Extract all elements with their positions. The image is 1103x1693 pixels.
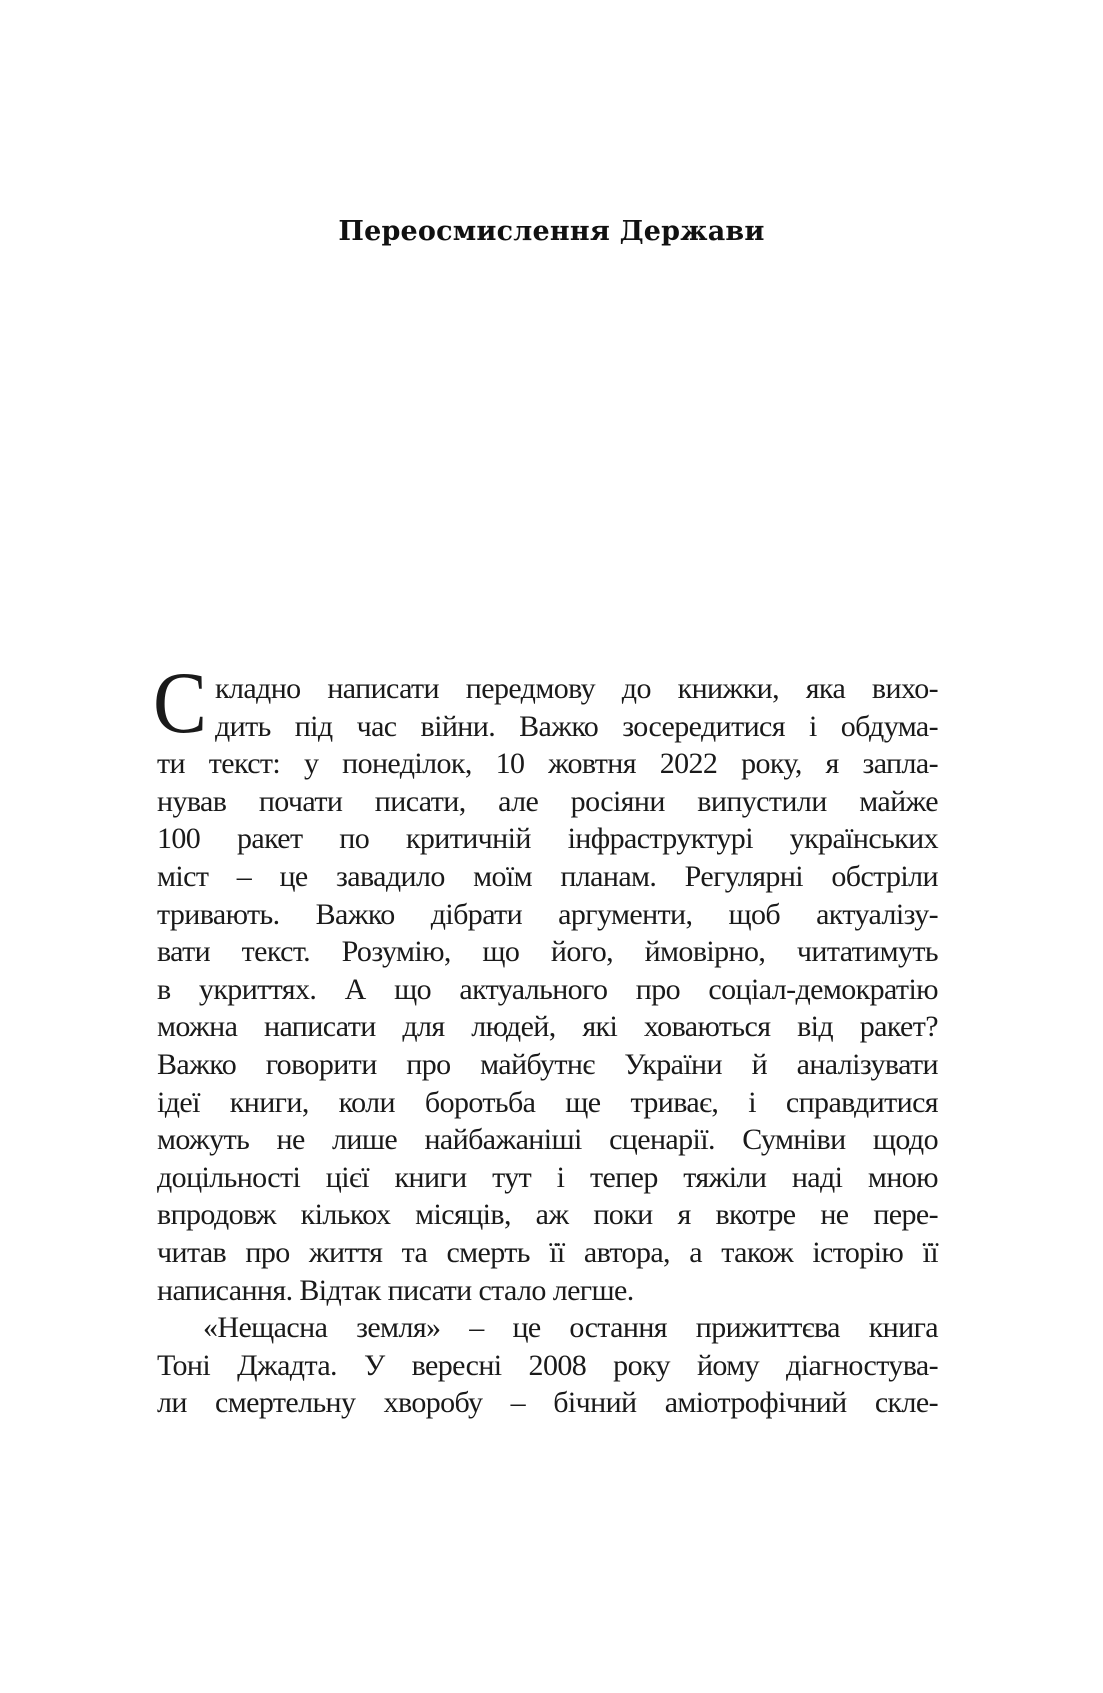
- text-line: вати текст. Розумію, що його, ймовірно, читатимуть: [157, 935, 938, 969]
- text-line: написання. Відтак писати стало легше.: [157, 1273, 634, 1307]
- drop-cap: С: [153, 655, 208, 752]
- text-line: можна написати для людей, які ховаються від ракет?: [157, 1010, 938, 1044]
- text-line: в укриттях. А що актуального про соціал-демократію: [157, 972, 938, 1006]
- text-line: міст – це завадило моїм планам. Регулярні обстріли: [157, 859, 938, 893]
- text-line: Важко говорити про майбутнє України й аналізувати: [157, 1047, 938, 1081]
- text-line: можуть не лише найбажаніші сценарії. Сумніви щодо: [157, 1123, 938, 1157]
- text-line: «Нещасна земля» – це остання прижиттєва книга: [203, 1311, 938, 1345]
- text-line: дить під час війни. Важко зосередитися і обдума-: [215, 709, 938, 743]
- text-line: ли смертельну хворобу – бічний аміотрофічний скле-: [157, 1386, 938, 1420]
- text-line: читав про життя та смерть її автора, а також історію її: [157, 1235, 938, 1269]
- text-line: ти текст: у понеділок, 10 жовтня 2022 року, я запла-: [157, 747, 938, 781]
- chapter-title: Переосмислення Держави: [338, 216, 765, 247]
- text-line: нував почати писати, але росіяни випустили майже: [157, 784, 938, 818]
- text-line: впродовж кількох місяців, аж поки я вкотре не пере-: [157, 1198, 938, 1232]
- paragraph-2: [157, 1309, 938, 1422]
- paragraph-1: [153, 655, 938, 1309]
- body-text: [153, 655, 938, 1422]
- text-line: Тоні Джадта. У вересні 2008 року йому діагностува-: [157, 1348, 938, 1382]
- text-line: кладно написати передмову до книжки, яка вихо-: [215, 672, 938, 705]
- text-line: доцільності цієї книги тут і тепер тяжіли наді мною: [157, 1160, 938, 1194]
- text-line: тривають. Важко дібрати аргументи, щоб актуалізу-: [157, 897, 938, 931]
- text-line: 100 ракет по критичній інфраструктурі українських: [157, 822, 938, 856]
- text-line: ідеї книги, коли боротьба ще триває, і справдитися: [157, 1085, 938, 1119]
